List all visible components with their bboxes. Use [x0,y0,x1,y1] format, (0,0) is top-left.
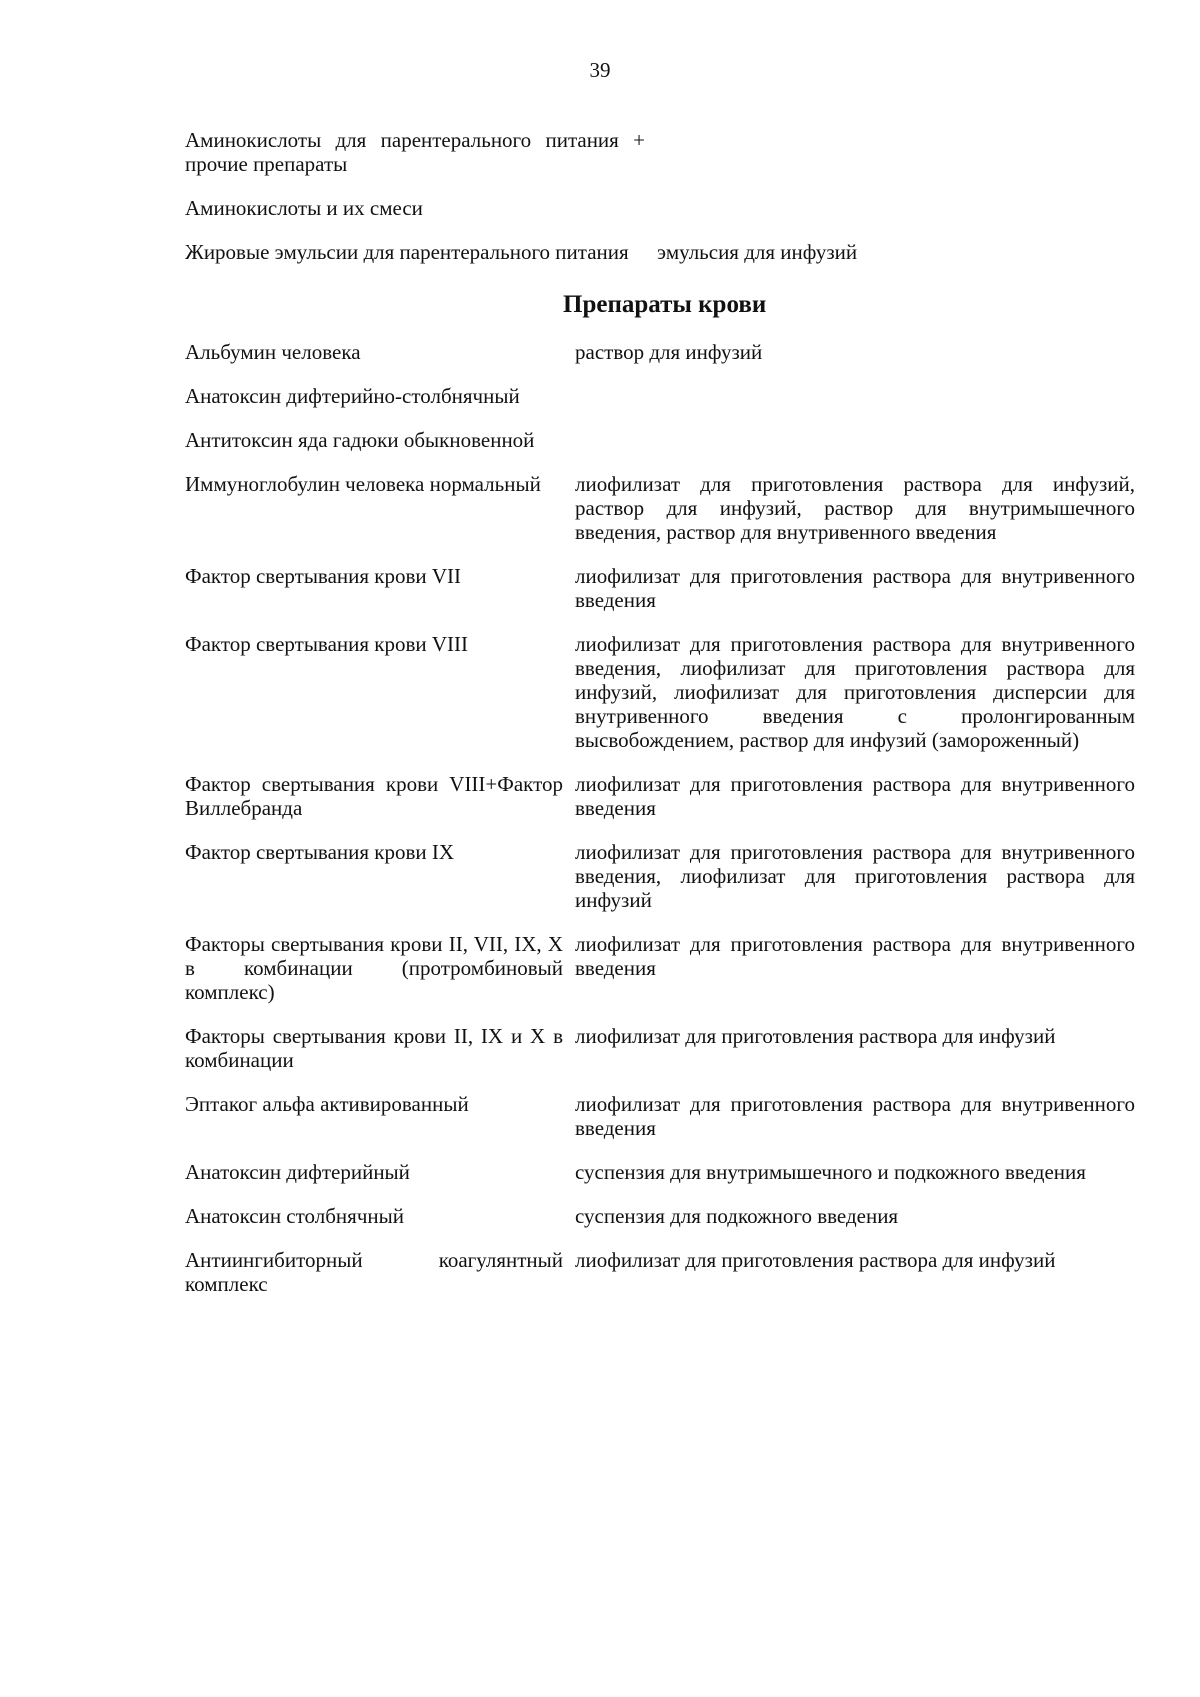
table-row [185,196,1133,220]
drug-form: лиофилизат для приготовления раствора для инфузий [575,1248,1056,1272]
table-row [185,340,1133,364]
drug-name: Анатоксин дифтерийный [185,1160,410,1184]
drug-form [575,428,1135,452]
table-row [185,240,1133,264]
drug-form [575,384,1135,408]
drug-name: Факторы свертывания крови II, IX и X в комбинации [185,1024,563,1072]
table-row [185,772,1133,820]
drug-name: Альбумин человека [185,340,361,364]
table-row [185,1160,1133,1184]
drug-form: лиофилизат для приготовления раствора для внутривенного введения [575,564,1135,612]
drug-list [185,128,1133,1316]
drug-form: эмульсия для инфузий [657,240,858,264]
table-row [185,840,1133,912]
table-row [185,384,1133,408]
table-row [185,472,1133,544]
drug-name: Факторы свертывания крови II, VII, IX, X в комбинации (протромбиновый комплекс) [185,932,563,1004]
drug-name: Фактор свертывания крови IX [185,840,455,864]
page-number: 39 [589,58,611,82]
table-row [185,128,1133,176]
drug-form: лиофилизат для приготовления раствора для внутривенного введения, лиофилизат для приготовления раствора для инфузий, лиофилизат для приготовления дисперсии для внутривенного введения с пролонгированным высвобождением, раствор для инфузий (замороженный) [575,632,1135,752]
drug-name: Жировые эмульсии для парентерального питания [185,240,629,264]
drug-name: Фактор свертывания крови VII [185,564,462,588]
drug-form: лиофилизат для приготовления раствора для внутривенного введения [575,1092,1135,1140]
drug-form: лиофилизат для приготовления раствора для внутривенного введения, лиофилизат для приготовления раствора для инфузий [575,840,1135,912]
table-row [185,428,1133,452]
table-row [185,932,1133,1004]
drug-form: раствор для инфузий [575,340,763,364]
drug-form: лиофилизат для приготовления раствора для инфузий [575,1024,1056,1048]
table-row [185,1248,1133,1296]
drug-name: Антитоксин яда гадюки обыкновенной [185,428,535,452]
drug-name: Аминокислоты и их смеси [185,196,423,220]
drug-form: лиофилизат для приготовления раствора для внутривенного введения [575,772,1135,820]
section-heading [185,290,1133,320]
drug-name: Фактор свертывания крови VIII [185,632,469,656]
drug-name: Эптаког альфа активированный [185,1092,469,1116]
drug-name: Фактор свертывания крови VIII+Фактор Виллебранда [185,772,563,820]
table-row [185,632,1133,752]
drug-name: Анатоксин столбнячный [185,1204,404,1228]
drug-form: лиофилизат для приготовления раствора для внутривенного введения [575,932,1135,980]
section-title: Препараты крови [563,291,767,318]
drug-form [657,196,957,220]
drug-form: лиофилизат для приготовления раствора для инфузий, раствор для инфузий, раствор для внутримышечного введения, раствор для внутривенного введения [575,472,1135,544]
table-row [185,1024,1133,1072]
drug-name: Иммуноглобулин человека нормальный [185,472,541,496]
drug-form: суспензия для внутримышечного и подкожного введения [575,1160,1086,1184]
drug-name: Антиингибиторный коагулянтный комплекс [185,1248,563,1296]
table-row [185,1092,1133,1140]
drug-name: Аминокислоты для парентерального питания + прочие препараты [185,128,645,176]
drug-form [657,128,957,176]
table-row [185,564,1133,612]
table-row [185,1204,1133,1228]
drug-form: суспензия для подкожного введения [575,1204,899,1228]
drug-name: Анатоксин дифтерийно-столбнячный [185,384,520,408]
